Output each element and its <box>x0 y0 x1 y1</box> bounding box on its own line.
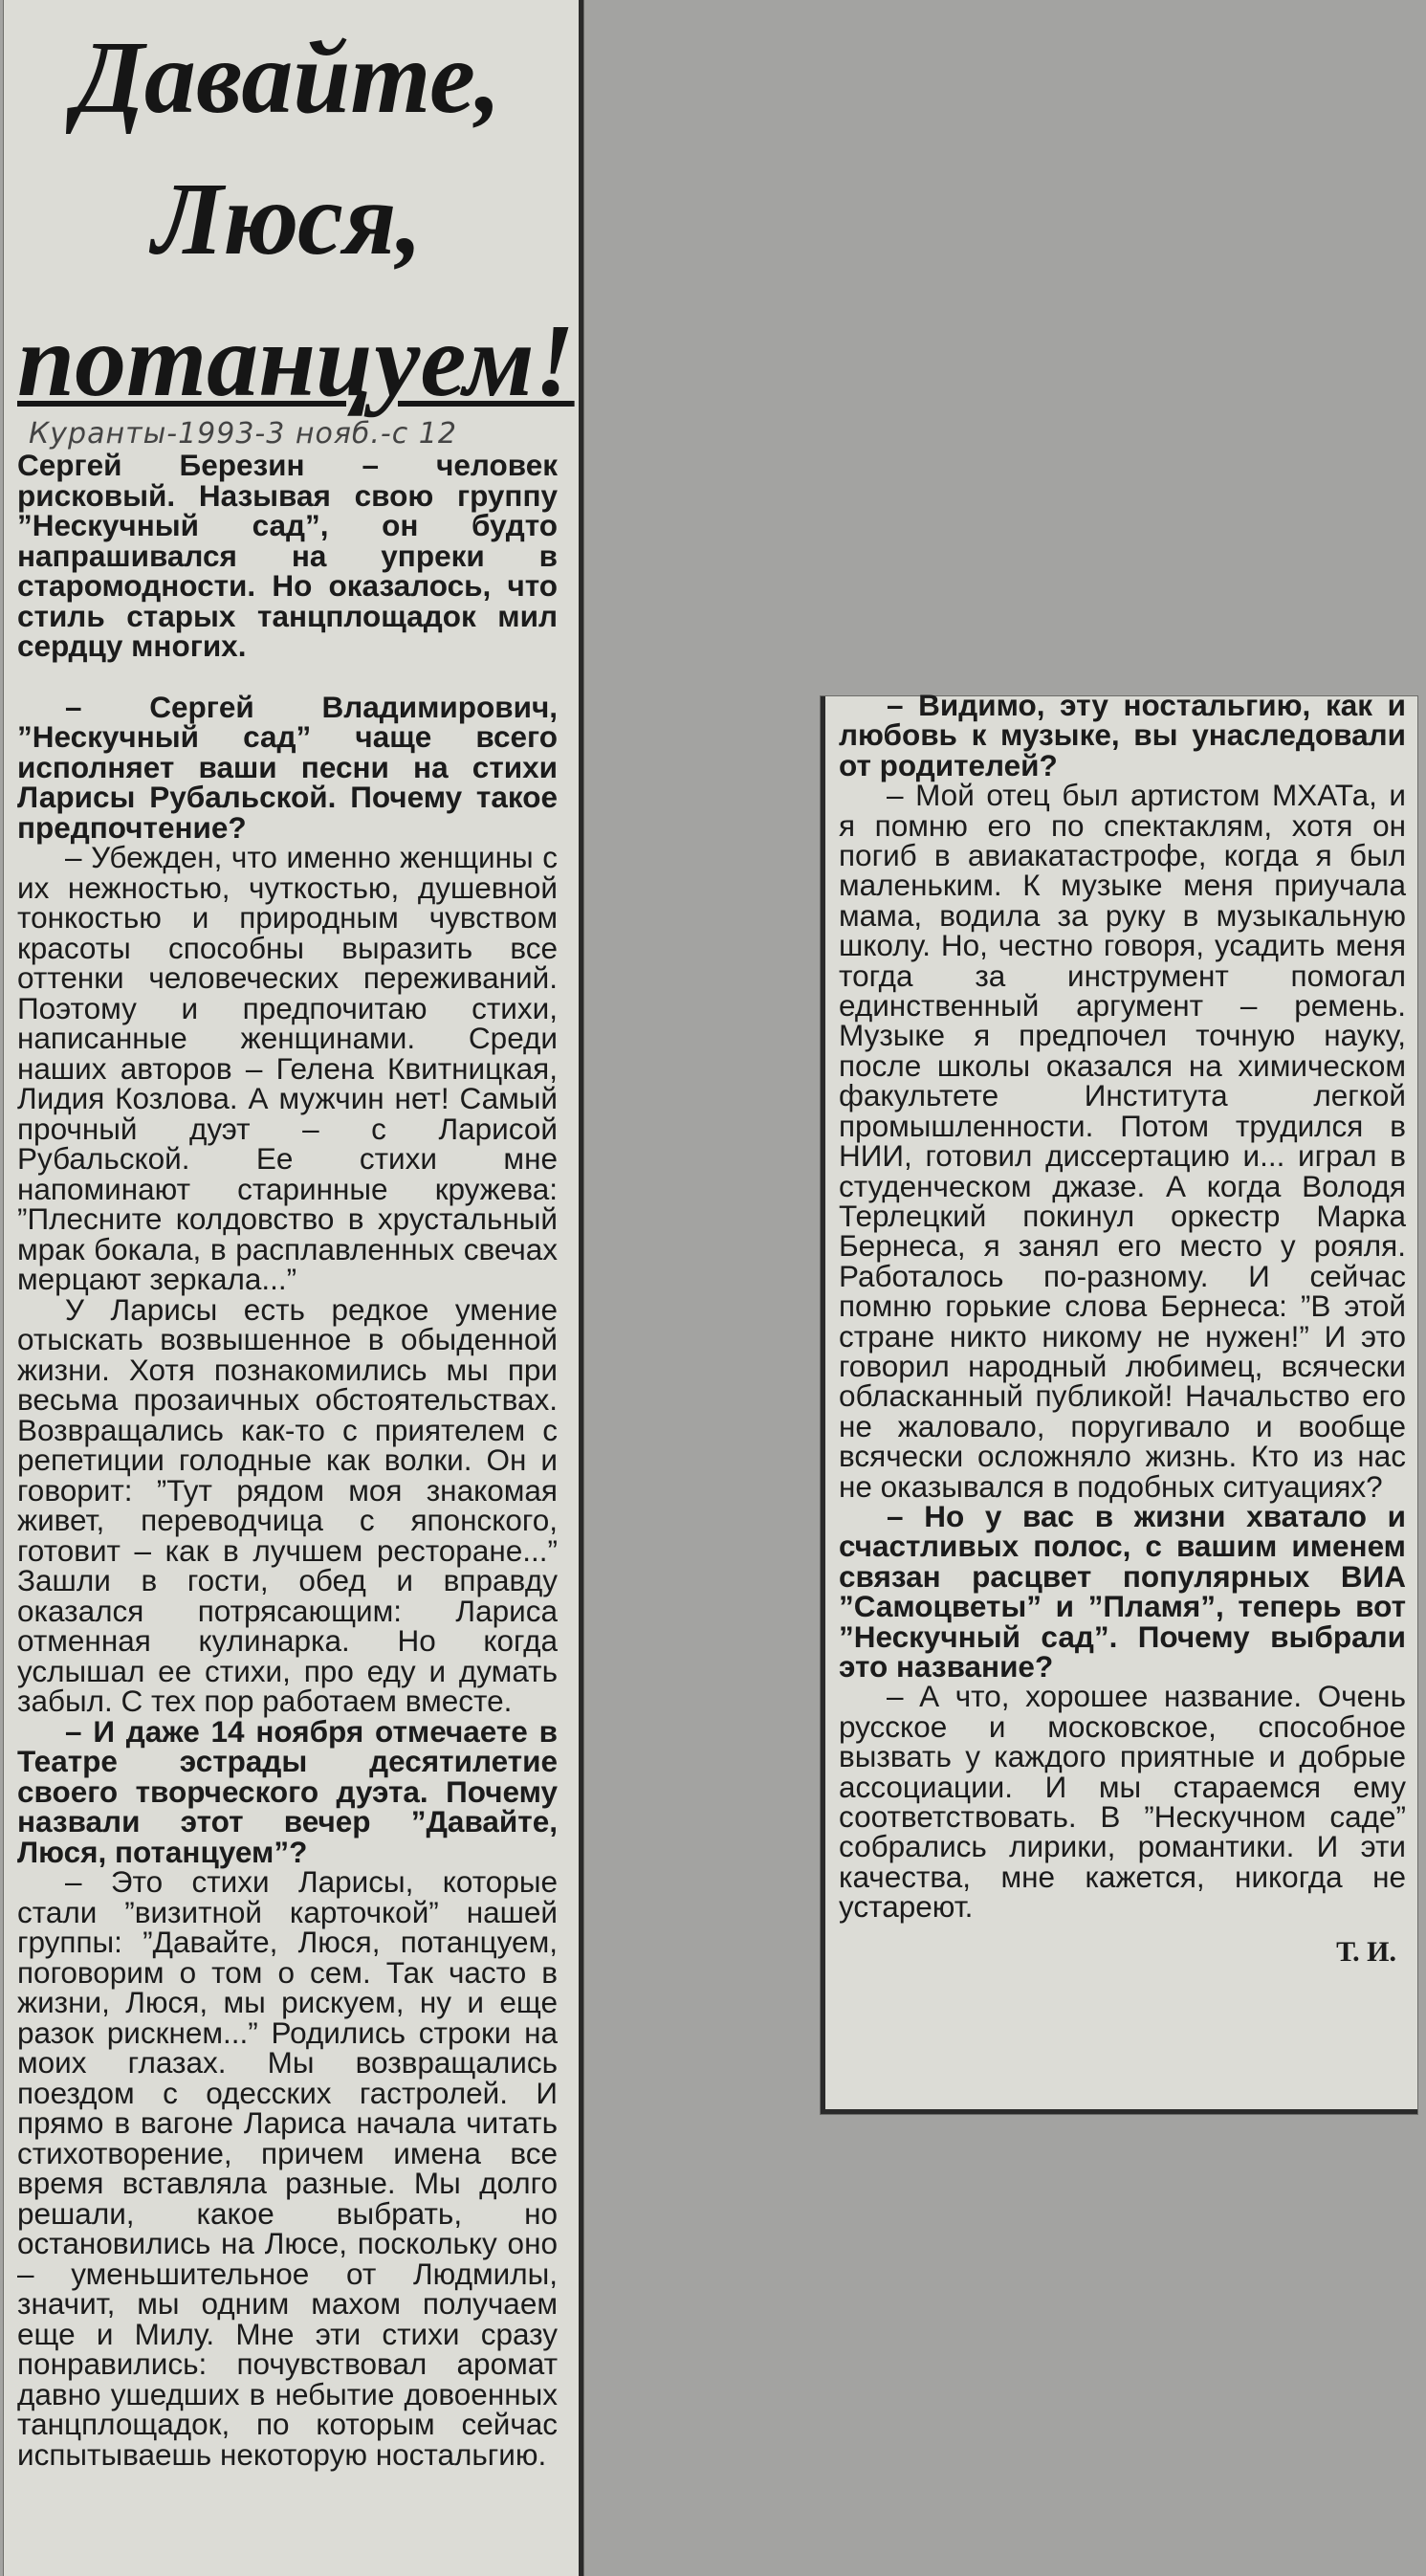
clipping-left-column <box>4 0 583 2576</box>
answer-3: – Мой отец был артистом МХАТа, и я помню его по спектаклям, хотя он погиб в авиакатастрофе, когда я был маленьким. К музыке меня приучала мама, водила за руку в музыкальную школу. Но, честно говоря, усадить меня тогда за инструмент помогал единственный аргумент – ремень. Музыке я предпочел точную науку, после школы оказался на химическом факультете Института легкой промышленности. Потом трудился в НИИ, готовил диссертацию и... играл в студенческом джазе. А когда Володя Терлецкий покинул оркестр Марка Бернеса, я занял его место у рояля. Работалось по-разному. И сейчас помню горькие слова Бернеса: ”В этой стране никто никому не нужен!” И это говорил народный любимец, всячески обласканный публикой! Начальство его не жаловало, поругивало и вообще всячески осложняло жизнь. Кто из нас не оказывался в подобных ситуациях? <box>839 778 1406 1504</box>
answer-1: – Убежден, что именно женщины с их нежностью, чуткостью, душевной тонкостью и природным чувством красоты способны выразить все оттенки человеческих переживаний. Поэтому и предпочитаю стихи, написанные женщинами. Среди наших авторов – Гелена Квитницкая, Лидия Козлова. А мужчин нет! Самый прочный дуэт – с Ларисой Рубальской. Ее стихи мне напоминают старинные кружева: ”Плесните колдовство в хрустальный мрак бокала, в расплавленных свечах мерцают зеркала...” <box>17 840 558 1296</box>
question-1: – Сергей Владимирович, ”Нескучный сад” чаще всего исполняет ваши песни на стихи Ларисы Рубальской. Почему такое предпочтение? <box>17 689 558 845</box>
answer-4: – А что, хорошее название. Очень русское и московское, способное вызвать у каждого приятные и добрые ассоциации. И мы стараемся ему соответствовать. В ”Нескучном саде” собрались лирики, романтики. И эти качества, мне кажется, никогда не устареют. <box>839 1679 1406 1925</box>
lead-paragraph: Сергей Березин – человек рисковый. Называя свою группу ”Нескучный сад”, он будто напрашивался на упреки в старомодности. Но оказалось, что стиль старых танцплощадок мил сердцу многих. <box>17 448 558 663</box>
cut-off-header-strip <box>17 0 558 8</box>
answer-2: – Это стихи Ларисы, которые стали ”визитной карточкой” нашей группы: ”Давайте, Люся, потанцуем, поговорим о том о сем. Так часто в жизни, Люся, мы рискуем, ну и еще разок рискнем...” Родились строки на моих глазах. Мы возвращались поездом с одесских гастролей. И прямо в вагоне Лариса начала читать стихотворение, причем имена все время вставляла разные. Мы долго решали, какое выбрать, но остановились на Люсе, поскольку оно – уменьшительное от Людмилы, значит, мы одним махом получаем еще и Милу. Мне эти стихи сразу понравились: почувствовал аромат давно ушедших в небытие довоенных танцплощадок, по которым сейчас испытываешь некоторую ностальгию. <box>17 1864 558 2472</box>
headline-line-3: потанцуем! <box>17 304 575 418</box>
question-2: – И даже 14 ноября отмечаете в Театре эстрады десятилетие своего творческого дуэта. Почему назвали этот вечер ”Давайте, Люся, потанцуем”? <box>17 1713 558 1869</box>
answer-1-continued: У Ларисы есть редкое умение отыскать возвышенное в обыденной жизни. Хотя познакомились мы при весьма прозаичных обстоятельствах. Возвращались как-то с приятелем с репетиции голодные как волки. Он и говорит: ”Тут рядом моя знакомая живет, переводчица с японского, готовит – как в лучшем ресторане...” Зашли в гости, обед и вправду оказался потрясающим: Лариса отменная кулинарка. Но когда услышал ее стихи, про еду и думать забыл. С тех пор работаем вместе. <box>17 1291 558 1718</box>
clipping-right-column <box>821 688 1417 2114</box>
headline-line-2: Люся, <box>152 163 423 276</box>
question-3: – Видимо, эту ностальгию, как и любовь к музыке, вы унаследовали от родителей? <box>839 688 1406 782</box>
question-4: – Но у вас в жизни хватало и счастливых полос, с вашим именем связан расцвет популярных ВИА ”Самоцветы” и ”Пламя”, теперь вот ”Нескучный сад”. Почему выбрали это название? <box>839 1498 1406 1684</box>
handwritten-source-note: Куранты-1993-3 нояб.-с 12 <box>29 417 457 451</box>
author-signature: Т. И. <box>1336 1935 1396 1968</box>
headline-line-1: Давайте, <box>74 21 501 135</box>
